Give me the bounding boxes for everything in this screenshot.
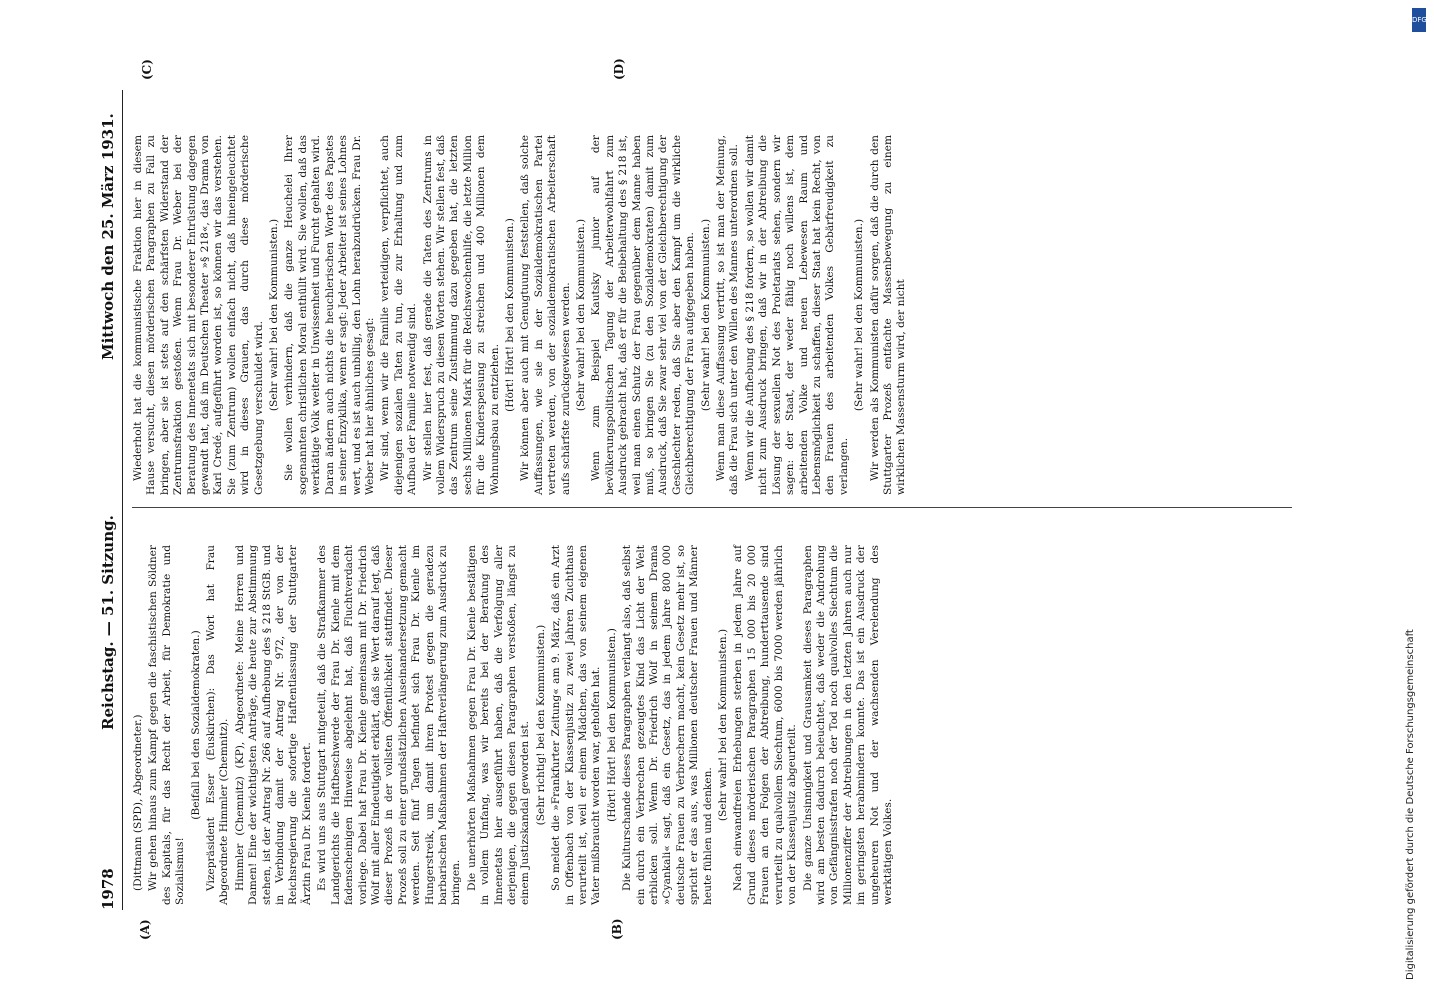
column-divider [132, 507, 1292, 508]
left-column [132, 545, 897, 905]
page-title: Reichstag. — 51. Sitzung. [99, 515, 117, 730]
paragraph: Wenn zum Beispiel Kautsky junior auf der bevölkerungspolitischen Tagung der Arbeiterwohlfahrt zum Ausdruck gebracht hat, daß er für die Beibehaltung des § 218 ist, weil man einen Schutz der Frau gegenüber dem Manne haben muß, so bringen Sie (zu den Sozialdemokraten) damit zum Ausdruck, daß Sie zwar sehr viel von der Gleichberechtigung der Geschlechter reden, daß Sie aber den Kampf um die wirkliche Gleichberechtigung der Frau aufgegeben haben. [590, 135, 697, 495]
paragraph: So meldet die »Frankfurter Zeitung« am 9. März, daß ein Arzt in Offenbach von der Klassenjustiz zu zwei Jahren Zuchthaus verurteilt ist, weil er einem Mädchen, das von seinem eigenen Vater mißbraucht worden war, geholfen hat. [550, 545, 603, 905]
paragraph: Wenn wir die Aufhebung des § 218 fordern, so wollen wir damit nicht zum Ausdruck bringen, daß wir in der Abtreibung die Lösung der sexuellen Not des Proletariats sehen, sondern wir sagen: der Staat, der weder fähig noch willens ist, dem arbeitenden Volke und neuen Lebewesen Raum und Lebensmöglichkeit zu schaffen, dieser Staat hat kein Recht, von den Frauen des arbeitenden Volkes Gebärfreudigkeit zu verlangen. [743, 135, 850, 495]
dfg-logo-text: DFG [1412, 16, 1427, 24]
paragraph: (Dittmann (SPD), Abgeordneter.) [132, 714, 144, 891]
paragraph: Die ganze Unsinnigkeit und Grausamkeit dieses Paragraphen wird am besten dadurch beleuchtet, daß weder die Androhung von Gefängnisstrafen noch der Tod noch qualvolles Siechtum die Millionenziffer der Abtreibungen in den letzten Jahren auch nur im geringsten herabmindern konnte. Das ist ein Ausdruck der ungeheuren Not und der wachsenden Verelendung des werktätigen Volkes. [801, 545, 894, 905]
right-column [132, 135, 911, 495]
paragraph: Die Kulturschande dieses Paragraphen verlangt also, daß selbst ein durch ein Verbrechen gezeugtes Kind das Licht der Welt erblicken soll. Wenn Dr. Friedrich Wolf in seinem Drama »Cyankali« sagt, daß ein Gesetz, das in jedem Jahre 800 000 deutsche Frauen zu Verbrechern macht, kein Gesetz mehr ist, so spricht er das aus, was Millionen deutscher Frauen und Männer heute fühlen und denken. [621, 545, 714, 905]
paragraph: Vizepräsident Esser (Euskirchen): Das Wort hat Frau Abgeordnete Himmler (Chemnitz). [205, 545, 231, 905]
paragraph: Wir können aber auch mit Genugtuung feststellen, daß solche Auffassungen, wie sie in der Sozialdemokratischen Partei vertreten werden, von der sozialdemokratischen Arbeiterschaft aufs schärfste zurückgewiesen werden. [519, 135, 572, 495]
interjection: (Hört! Hört! bei den Kommunisten.) [503, 218, 516, 412]
page-number: 1978 [99, 868, 117, 910]
interjection: (Sehr wahr! bei den Kommunisten.) [575, 218, 587, 412]
margin-marker-a: (A) [138, 919, 152, 940]
funding-credit [1405, 20, 1425, 980]
interjection: (Sehr wahr! bei den Kommunisten.) [699, 218, 712, 412]
funding-credit-text: Digitalisierung gefördert durch die Deutsche Forschungsgemeinschaft [1405, 629, 1416, 980]
paragraph: Sie wollen verhindern, daß die ganze Heuchelei Ihrer sogenannten christlichen Moral enthüllt wird. Sie wollen, daß das werktätige Volk weiter in Unwissenheit und Furcht gehalten wird. Daran ändern auch nichts die heuchlerischen Worte des Papstes in seiner Enzyklika, wenn er sagt: Jeder Arbeiter ist seines Lohnes wert, und es ist auch unbillig, den Lohn herabzudrücken. Frau Dr. Weber hat hier ähnliches gesagt: [283, 135, 376, 495]
paragraph: Wenn man diese Auffassung vertritt, so ist man der Meinung, daß die Frau sich unter den Willen des Mannes unterordnen soll. [715, 135, 741, 495]
header-rule [122, 90, 123, 910]
paragraph: Es wird uns aus Stuttgart mitgeteilt, daß die Strafkammer des Landgerichts die Haftbeschwerde der Frau Dr. Kienle mit dem fadenscheinigen Hinweise abgelehnt hat, daß Fluchtverdacht vorliege. Dabei hat Frau Dr. Kienle gemeinsam mit Dr. Friedrich Wolf mit aller Eindeutigkeit erklärt, daß sie Wert darauf legt, daß dieser Prozeß in der vollsten Öffentlichkeit stattfindet. Dieser Prozeß soll zu einer grundsätzlichen Auseinandersetzung gemacht werden. Seit fünf Tagen befindet sich Frau Dr. Kienle im Hungerstreik, um damit ihren Protest gegen die geradezu barbarischen Maßnahmen der Haftverlängerung zum Ausdruck zu bringen. [316, 545, 463, 905]
margin-marker-d: (D) [612, 58, 626, 80]
paragraph: Wir sind, wenn wir die Familie verteidigen, verpflichtet, auch diejenigen sozialen Taten zu tun, die zur Erhaltung und zum Aufbau der Familie notwendig sind. [379, 135, 419, 495]
page-date: Mittwoch den 25. März 1931. [99, 113, 117, 360]
margin-marker-c: (C) [140, 59, 154, 80]
margin-marker-b: (B) [610, 918, 624, 940]
paragraph: Nach einwandfreien Erhebungen sterben in jedem Jahre auf Grund dieses mörderischen Paragraphen 15 000 bis 20 000 Frauen an den Folgen der Abtreibung, hunderttausende sind verurteilt zu qualvollem Siechtum, 6000 bis 7000 werden jährlich von der Klassenjustiz abgeurteilt. [732, 545, 799, 905]
interjection: (Sehr wahr! bei den Kommunisten.) [268, 218, 281, 412]
interjection: (Sehr wahr! bei den Kommunisten.) [717, 628, 730, 822]
paragraph: Wiederholt hat die kommunistische Fraktion hier in diesem Hause versucht, diesen mörderischen Paragraphen zu Fall zu bringen, aber sie ist stets auf den schärfsten Widerstand der Zentrumsfraktion gestoßen. Wenn Frau Dr. Weber bei der Beratung des Innenetats sich mit besonderer Entrüstung dagegen gewandt hat, daß im Deutschen Theater »§ 218«, das Drama von Karl Credé, aufgeführt worden ist, so können wir das verstehen. Sie (zum Zentrum) wollen einfach nicht, daß hineingeleuchtet wird in dieses Grauen, das durch diese mörderische Gesetzgebung verschuldet wird. [132, 135, 265, 495]
interjection: (Sehr richtig! bei den Kommunisten.) [534, 624, 547, 826]
interjection: (Beifall bei den Sozialdemokraten.) [189, 630, 202, 820]
page-header [95, 80, 123, 920]
interjection: (Sehr wahr! bei den Kommunisten.) [853, 218, 866, 412]
paragraph: Wir stellen hier fest, daß gerade die Taten des Zentrums in vollem Widerspruch zu diesen Worten stehen. Wir stellen fest, daß das Zentrum seine Zustimmung dazu gegeben hat, die letzten sechs Millionen Mark für die Reichswochenhilfe, die letzte Million für die Kinderspeisung zu streichen und 400 Millionen dem Wohnungsbau zu entziehen. [421, 135, 501, 495]
paragraph: Wir werden als Kommunisten dafür sorgen, daß die durch den Stuttgarter Prozeß entfachte Massenbewegung zu einem wirklichen Massensturm wird, der nicht [868, 135, 908, 495]
paragraph: Himmler (Chemnitz) (KP), Abgeordnete: Meine Herren und Damen! Eine der wichtigsten Anträge, die heute zur Abstimmung stehen, ist der Antrag Nr. 266 auf Aufhebung des § 218 StGB. und in Verbindung damit der Antrag Nr. 972, der von der Reichsregierung die sofortige Haftentlassung der Stuttgarter Ärztin Frau Dr. Kienle fordert. [233, 545, 313, 905]
paragraph: Die unerhörten Maßnahmen gegen Frau Dr. Kienle bestätigen in vollem Umfang, was wir bereits bei der Beratung des Innenetats hier ausgeführt haben, daß die Verfolgung aller derjenigen, die gegen diesen Paragraphen verstoßen, längst zu einem Justizskandal geworden ist. [465, 545, 532, 905]
paragraph: Wir gehen hinaus zum Kampf gegen die faschistischen Söldner des Kapitals, für das Recht der Arbeit, für Demokratie und Sozialismus! [147, 545, 187, 905]
interjection: (Hört! Hört! bei den Kommunisten.) [605, 628, 618, 822]
